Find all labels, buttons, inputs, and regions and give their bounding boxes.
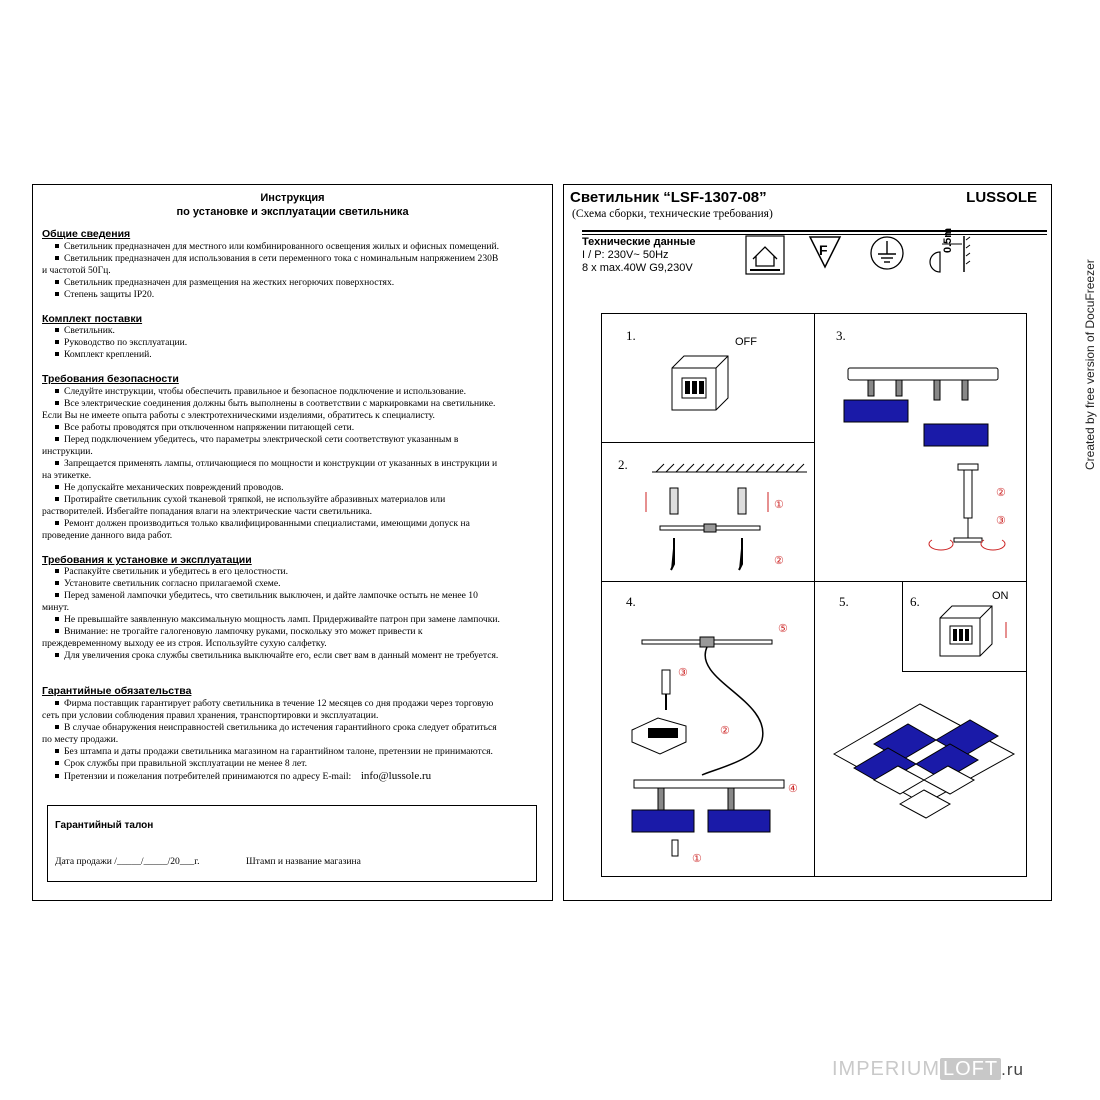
list-item: Перед подключением убедитесь, что параметры электрической сети соответствуют указанным в [42, 434, 542, 446]
header-rule [582, 230, 1047, 232]
list-item: Степень защиты IP20. [42, 289, 542, 301]
off-label: OFF [735, 336, 757, 348]
spec-lamps: 8 x max.40W G9,230V [582, 262, 693, 274]
list-item: Светильник предназначен для размещения на жестких негорючих поверхностях. [42, 277, 542, 289]
svg-text:⑤: ⑤ [778, 623, 788, 635]
warranty-card-title: Гарантийный талон [55, 820, 154, 831]
list-item: Перед заменой лампочки убедитесь, что светильник выключен, и дайте лампочке остыть не менее 10 [42, 590, 542, 602]
list-item: Для увеличения срока службы светильника выключайте его, если свет вам в данный момент не требуется. [42, 650, 542, 662]
svg-text:②: ② [996, 487, 1006, 499]
instruction-title: Инструкция [260, 192, 325, 204]
distance-label: 0.5m [942, 227, 954, 253]
switch-off-illustration [662, 350, 742, 420]
ground-icon [869, 235, 905, 271]
assembled-fixture-illustration [824, 694, 1024, 874]
step-number: 4. [626, 594, 636, 609]
svg-text:②: ② [774, 555, 784, 567]
section-heading-general: Общие сведения [42, 228, 131, 240]
list-item: Не превышайте заявленную максимальную мощность ламп. Придерживайте патрон при замене лампочки. [42, 614, 542, 626]
sale-date-field: Дата продажи /_____/_____/20___г. [55, 856, 200, 867]
svg-text:②: ② [720, 725, 730, 737]
switch-on-illustration [932, 600, 1022, 664]
step-number: 6. [910, 594, 920, 609]
list-item: преждевременному выходу ее из строя. Используйте сухую салфетку. [42, 638, 327, 649]
list-item: растворителей. Избегайте попадания влаги на электрические части светильника. [42, 506, 373, 517]
section-heading-warranty: Гарантийные обязательства [42, 685, 192, 697]
svg-text:F: F [819, 242, 828, 258]
list-item: минут. [42, 602, 70, 613]
watermark-text: Created by free version of DocuFreezer [1083, 259, 1097, 470]
step-number: 3. [836, 328, 846, 343]
list-item: Протирайте светильник сухой тканевой тряпкой, не используйте абразивных материалов или [42, 494, 542, 506]
grid-divider [602, 442, 814, 443]
list-item: Руководство по эксплуатации. [42, 337, 542, 349]
mount-bracket-illustration [642, 452, 812, 576]
list-item: Все работы проводятся при отключенном напряжении питающей сети. [42, 422, 542, 434]
list-item: Если Вы не имеете опыта работы с электротехническими изделиями, обратитесь к специалисту. [42, 410, 435, 421]
list-item: Установите светильник согласно прилагаемой схеме. [42, 578, 542, 590]
brand-name: LUSSOLE [966, 189, 1037, 206]
grid-divider [902, 581, 903, 671]
step-number: 2. [618, 457, 628, 472]
list-item: Фирма поставщик гарантирует работу светильника в течение 12 месяцев со дня продажи через торговую [42, 698, 542, 710]
list-item: Ремонт должен производиться только квалифицированными специалистами, имеющими допуск на [42, 518, 542, 530]
logo-text: .ru [1001, 1060, 1024, 1079]
svg-text:①: ① [692, 853, 702, 865]
grid-divider [902, 671, 1027, 672]
instruction-subtitle: по установке и эксплуатации светильника [176, 206, 409, 218]
list-item: Все электрические соединения должны быть выполнены в соответствии с маркировками на светильнике. [42, 398, 542, 410]
grid-divider [602, 581, 1027, 582]
spec-voltage: I / P: 230V~ 50Hz [582, 249, 669, 261]
assembly-diagram [601, 313, 1027, 877]
list-item: инструкции. [42, 446, 93, 457]
grid-divider [814, 314, 815, 877]
warranty-card [47, 805, 537, 882]
list-item: Внимание: не трогайте галогеновую лампочку руками, поскольку это может привести к [42, 626, 542, 638]
svg-text:①: ① [774, 499, 784, 511]
lamp-shades-illustration [824, 344, 1024, 576]
list-item: Следуйте инструкции, чтобы обеспечить правильное и безопасное подключение и использование. [42, 386, 542, 398]
list-item: на этикетке. [42, 470, 92, 481]
logo-text: LOFT [940, 1058, 1001, 1080]
svg-text:③: ③ [996, 515, 1006, 527]
list-item: Распакуйте светильник и убедитесь в его целостности. [42, 566, 542, 578]
footer-logo [832, 1058, 1024, 1081]
stamp-label: Штамп и название магазина [246, 856, 361, 867]
house-icon [745, 235, 785, 275]
list-item: Светильник предназначен для использования в сети переменного тока с номинальным напряжением 230В [42, 253, 542, 265]
list-item: Светильник предназначен для местного или комбинированного освещения жилых и офисных помещений. [42, 241, 542, 253]
f-mark-icon [808, 235, 842, 269]
list-item: Без штампа и даты продажи светильника магазином на гарантийном талоне, претензии не принимаются. [42, 746, 542, 758]
list-item: Запрещается применять лампы, отличающиеся по мощности и конструкции от указанных в инструкции и [42, 458, 542, 470]
section-heading-install: Требования к установке и эксплуатации [42, 554, 252, 566]
list-item: Светильник. [42, 325, 542, 337]
list-item: Претензии и пожелания потребителей принимаются по адресу E-mail: info@lussole.ru [42, 770, 542, 783]
list-item: Срок службы при правильной эксплуатации не менее 8 лет. [42, 758, 542, 770]
product-title: Светильник “LSF-1307-08” [570, 189, 767, 206]
list-item: по месту продажи. [42, 734, 119, 745]
list-item: Не допускайте механических повреждений проводов. [42, 482, 542, 494]
spec-heading: Технические данные [582, 236, 696, 248]
list-item: и частотой 50Гц. [42, 265, 111, 276]
on-label: ON [992, 590, 1009, 602]
section-heading-kit: Комплект поставки [42, 313, 143, 325]
step-number: 1. [626, 328, 636, 343]
instruction-panel [32, 184, 553, 901]
wiring-illustration [612, 610, 812, 872]
contact-email[interactable]: info@lussole.ru [360, 770, 432, 782]
list-item: Комплект креплений. [42, 349, 542, 361]
list-item: В случае обнаружения неисправностей светильника до истечения гарантийного срока следует обратиться [42, 722, 542, 734]
product-subtitle: (Схема сборки, технические требования) [572, 208, 773, 220]
list-item: проведение данного вида работ. [42, 530, 173, 541]
step-number: 5. [839, 594, 849, 609]
list-item: сеть при условии соблюдения правил хранения, транспортировки и эксплуатации. [42, 710, 379, 721]
section-heading-safety: Требования безопасности [42, 373, 179, 385]
logo-text: IMPERIUM [832, 1058, 940, 1080]
assembly-panel [563, 184, 1052, 901]
svg-text:③: ③ [678, 667, 688, 679]
svg-text:④: ④ [788, 783, 798, 795]
